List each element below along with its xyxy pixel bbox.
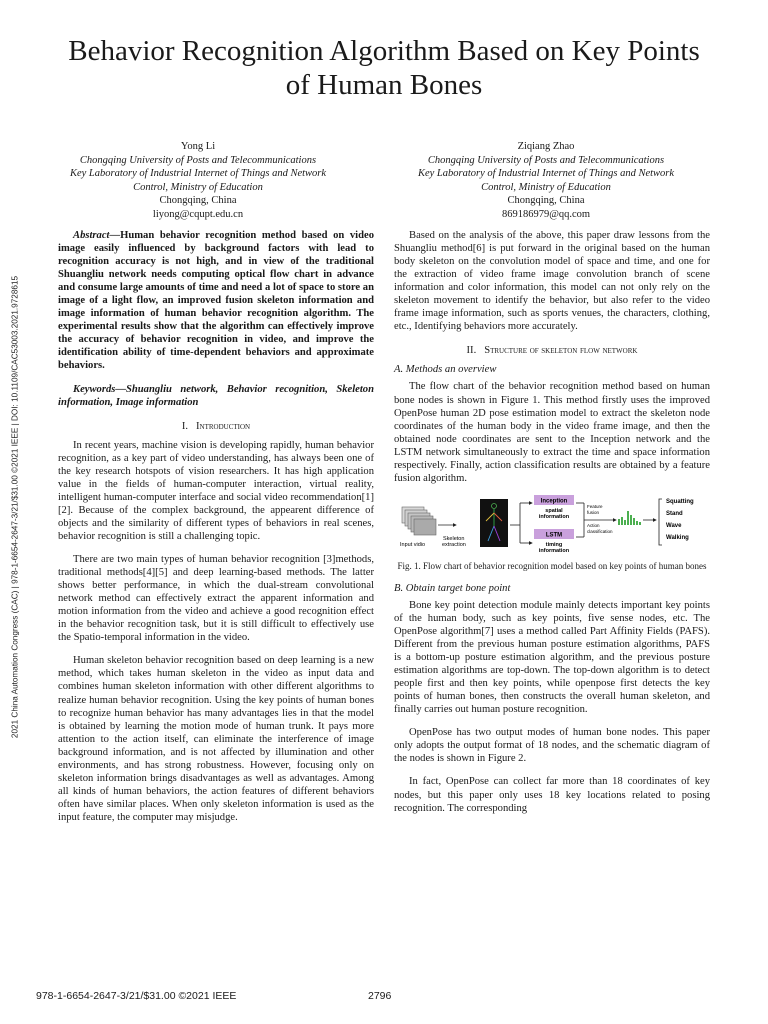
author-affiliation: Chongqing University of Posts and Telecommunications: [79, 154, 317, 166]
inception-label: information: [538, 513, 570, 520]
classification-histogram-icon: [618, 511, 641, 525]
lstm-label: timing: [545, 541, 563, 548]
action-label: Action: [587, 522, 600, 528]
inception-label: spatial: [545, 507, 563, 514]
figure-caption: Fig. 1. Flow chart of behavior recognition model based on key points of human bones: [397, 560, 707, 571]
lstm-label: information: [538, 547, 570, 554]
skeleton-image-icon: [480, 499, 508, 547]
author-location: Chongqing, China: [159, 195, 237, 206]
abstract-text: —Human behavior recognition method based on video image easily influenced by background factors with lead to recognition accuracy is not high, and in view of the traditional Shuangliu network needs computing optical flow chart in advance and consume large amounts of time and need a lot of space to store an image of a light flow, an improved fusion skeleton information and image information of human behavior recognition algorithm. The experimental results show that the algorithm can effectively improve the accuracy of behavior recognition in video, and improve the identification ability of time-dependent behaviors and approximate behaviors.: [58, 230, 374, 372]
input-video-frames-icon: [402, 507, 436, 535]
author-block-1: [28, 140, 368, 221]
author-email: 869186979@qq.com: [501, 208, 591, 220]
right-column: [394, 229, 710, 815]
output-class-label: Squatting: [666, 498, 694, 505]
flow-chart-diagram: [394, 493, 710, 555]
author-affiliation: Key Laboratory of Industrial Internet of Things and Network: [417, 168, 675, 179]
author-affiliation: Chongqing University of Posts and Telecommunications: [427, 154, 665, 166]
author-block-2: [376, 140, 716, 221]
copyright-sidebar: [8, 262, 22, 752]
keywords: Keywords—Shuangliu network, Behavior recognition, Skeleton information, Image information: [58, 383, 374, 408]
section-heading-introduction: [58, 420, 374, 433]
footer-copyright: 978-1-6654-2647-3/21/$31.00 ©2021 IEEE: [36, 990, 237, 1002]
paragraph: There are two main types of human behavior recognition [3]methods, traditional methods[4][5] and deep learning-based methods. The latter shows better performance, in which the dual-stream convolutional network method can effectively extract the apparent information and motion information from the video and achieve a good recognition effect in the behavior recognition task, but it is still difficult to effectively use the Spatio-temporal information in the video.: [58, 554, 374, 644]
copyright-sidebar-text: 2021 China Automation Congress (CAC) | 978-1-6654-2647-3/21/$31.00 ©2021 IEEE | DOI: 10.1109/CAC53003.2021.9728615: [10, 275, 20, 739]
author-name: Ziqiang Zhao: [517, 141, 575, 152]
paper-title: Behavior Recognition Algorithm Based on Key Points of Human Bones: [68, 35, 700, 101]
author-affiliation: Key Laboratory of Industrial Internet of Things and Network: [69, 168, 327, 179]
abstract-lead: Abstract: [73, 230, 110, 241]
author-affiliation: Control, Ministry of Education: [481, 181, 611, 193]
author-location: Chongqing, China: [507, 195, 585, 206]
output-class-label: Stand: [666, 510, 683, 517]
subsection-heading-methods: A. Methods an overview: [394, 364, 497, 376]
paragraph: OpenPose has two output modes of human bone nodes. This paper only adopts the output format of 18 nodes, and the schematic diagram of the nodes is shown in Figure 2.: [394, 727, 710, 765]
left-column: [58, 229, 374, 824]
output-class-label: Walking: [666, 534, 689, 541]
output-class-label: Wave: [666, 522, 682, 529]
author-name: Yong Li: [180, 141, 216, 152]
paragraph: In fact, OpenPose can collect far more than 18 coordinates of key nodes, but this paper only uses 18 key locations related to posing recognition. The corresponding: [394, 776, 710, 814]
page-number: 2796: [368, 990, 392, 1002]
abstract: [58, 229, 374, 373]
skeleton-label: Skeleton: [443, 535, 465, 542]
section-number: II.: [466, 345, 477, 357]
skeleton-label: extraction: [442, 541, 466, 548]
feature-label: fusion: [587, 509, 600, 515]
paragraph: Bone key point detection module mainly detects important key points of the human body, such as key points, five sense nodes, etc. The OpenPose algorithm[7] uses a method called Part Affinity Fields (PAFS). Different from the previous human posture estimation algorithms, PAFS is a bottom-up posture estimation algorithm, and the previous posture estimation algorithms are top-down. The top-down algorithm is to detect people first and then key points, while openpose first detects the key points of human bones, then constructs the overall human skeleton, and finally carries out human posture recognition.: [394, 599, 710, 716]
inception-label: Inception: [540, 498, 568, 505]
section-number: I.: [181, 420, 189, 432]
section-title: Introduction: [196, 420, 251, 432]
paragraph: Human skeleton behavior recognition based on deep learning is a new method, which takes human skeleton in the video as input data and combines human skeleton information with other different algorithms to realize human behavior recognition. Using the key points of human bones to recognize human behavior has many advantages lies in that the model is obtained by learning the motion mode of human trunk. It pays more attention to the action itself, can eliminate the interference of image background information, and is not affected by illumination and other environments, and has strong robustness. However, focusing only on skeleton information brings disadvantages as well as advantages. Among all kinds of human behaviors, the action features of different behaviors often have similar places. When only skeleton information is used as the input feature, the computer may misjudge.: [58, 655, 374, 823]
author-affiliation: Control, Ministry of Education: [133, 181, 263, 193]
figure-1: [394, 493, 710, 555]
section-title: Structure of skeleton flow network: [484, 345, 638, 357]
paragraph: Based on the analysis of the above, this paper draw lessons from the Shuangliu method[6] is put forward in the original based on the human body skeleton on the convolution model of space and time, and one for the extraction of video frame image convolution branch of scene information and color information, this model can not only rely on the skeleton movement to identify the behavior, but also refer to the video frame image information, such as sports venues, the characters, clothing, etc., Identifying behaviors more accurately.: [394, 230, 710, 333]
paragraph: The flow chart of the behavior recognition method based on human bone nodes is shown in Figure 1. This method firstly uses the improved OpenPose human 2D pose estimation model to extract the skeleton node coordinates of the human body in the video frame image, and then the obtained node coordinates are sent to the Inception network and the LSTM network simultaneously to extract the time and space information respectively. Finally, action classification results are obtained by a feature fusion algorithm.: [394, 381, 710, 484]
author-email: liyong@cqupt.edu.cn: [152, 208, 244, 220]
action-label: classification: [587, 528, 613, 534]
paragraph: In recent years, machine vision is developing rapidly, human behavior recognition, as a key part of video understanding, has always been one of the key research hotspots of vision researchers. It has high application value in the fields of human-computer interaction, virtual reality, intelligent human-computer interface and social video recommendation[1][2]. Because of the complex background, the appearent difference of objects and the similarity of different types of behaviors in real scenes, behavior recognition is still a challenging topic.: [58, 439, 374, 542]
subsection-heading-bone: B. Obtain target bone point: [394, 582, 511, 594]
lstm-label: LSTM: [545, 532, 563, 539]
feature-label: Feature: [587, 503, 603, 509]
section-heading-structure: [394, 344, 710, 357]
input-label: Input vidio: [400, 541, 426, 548]
